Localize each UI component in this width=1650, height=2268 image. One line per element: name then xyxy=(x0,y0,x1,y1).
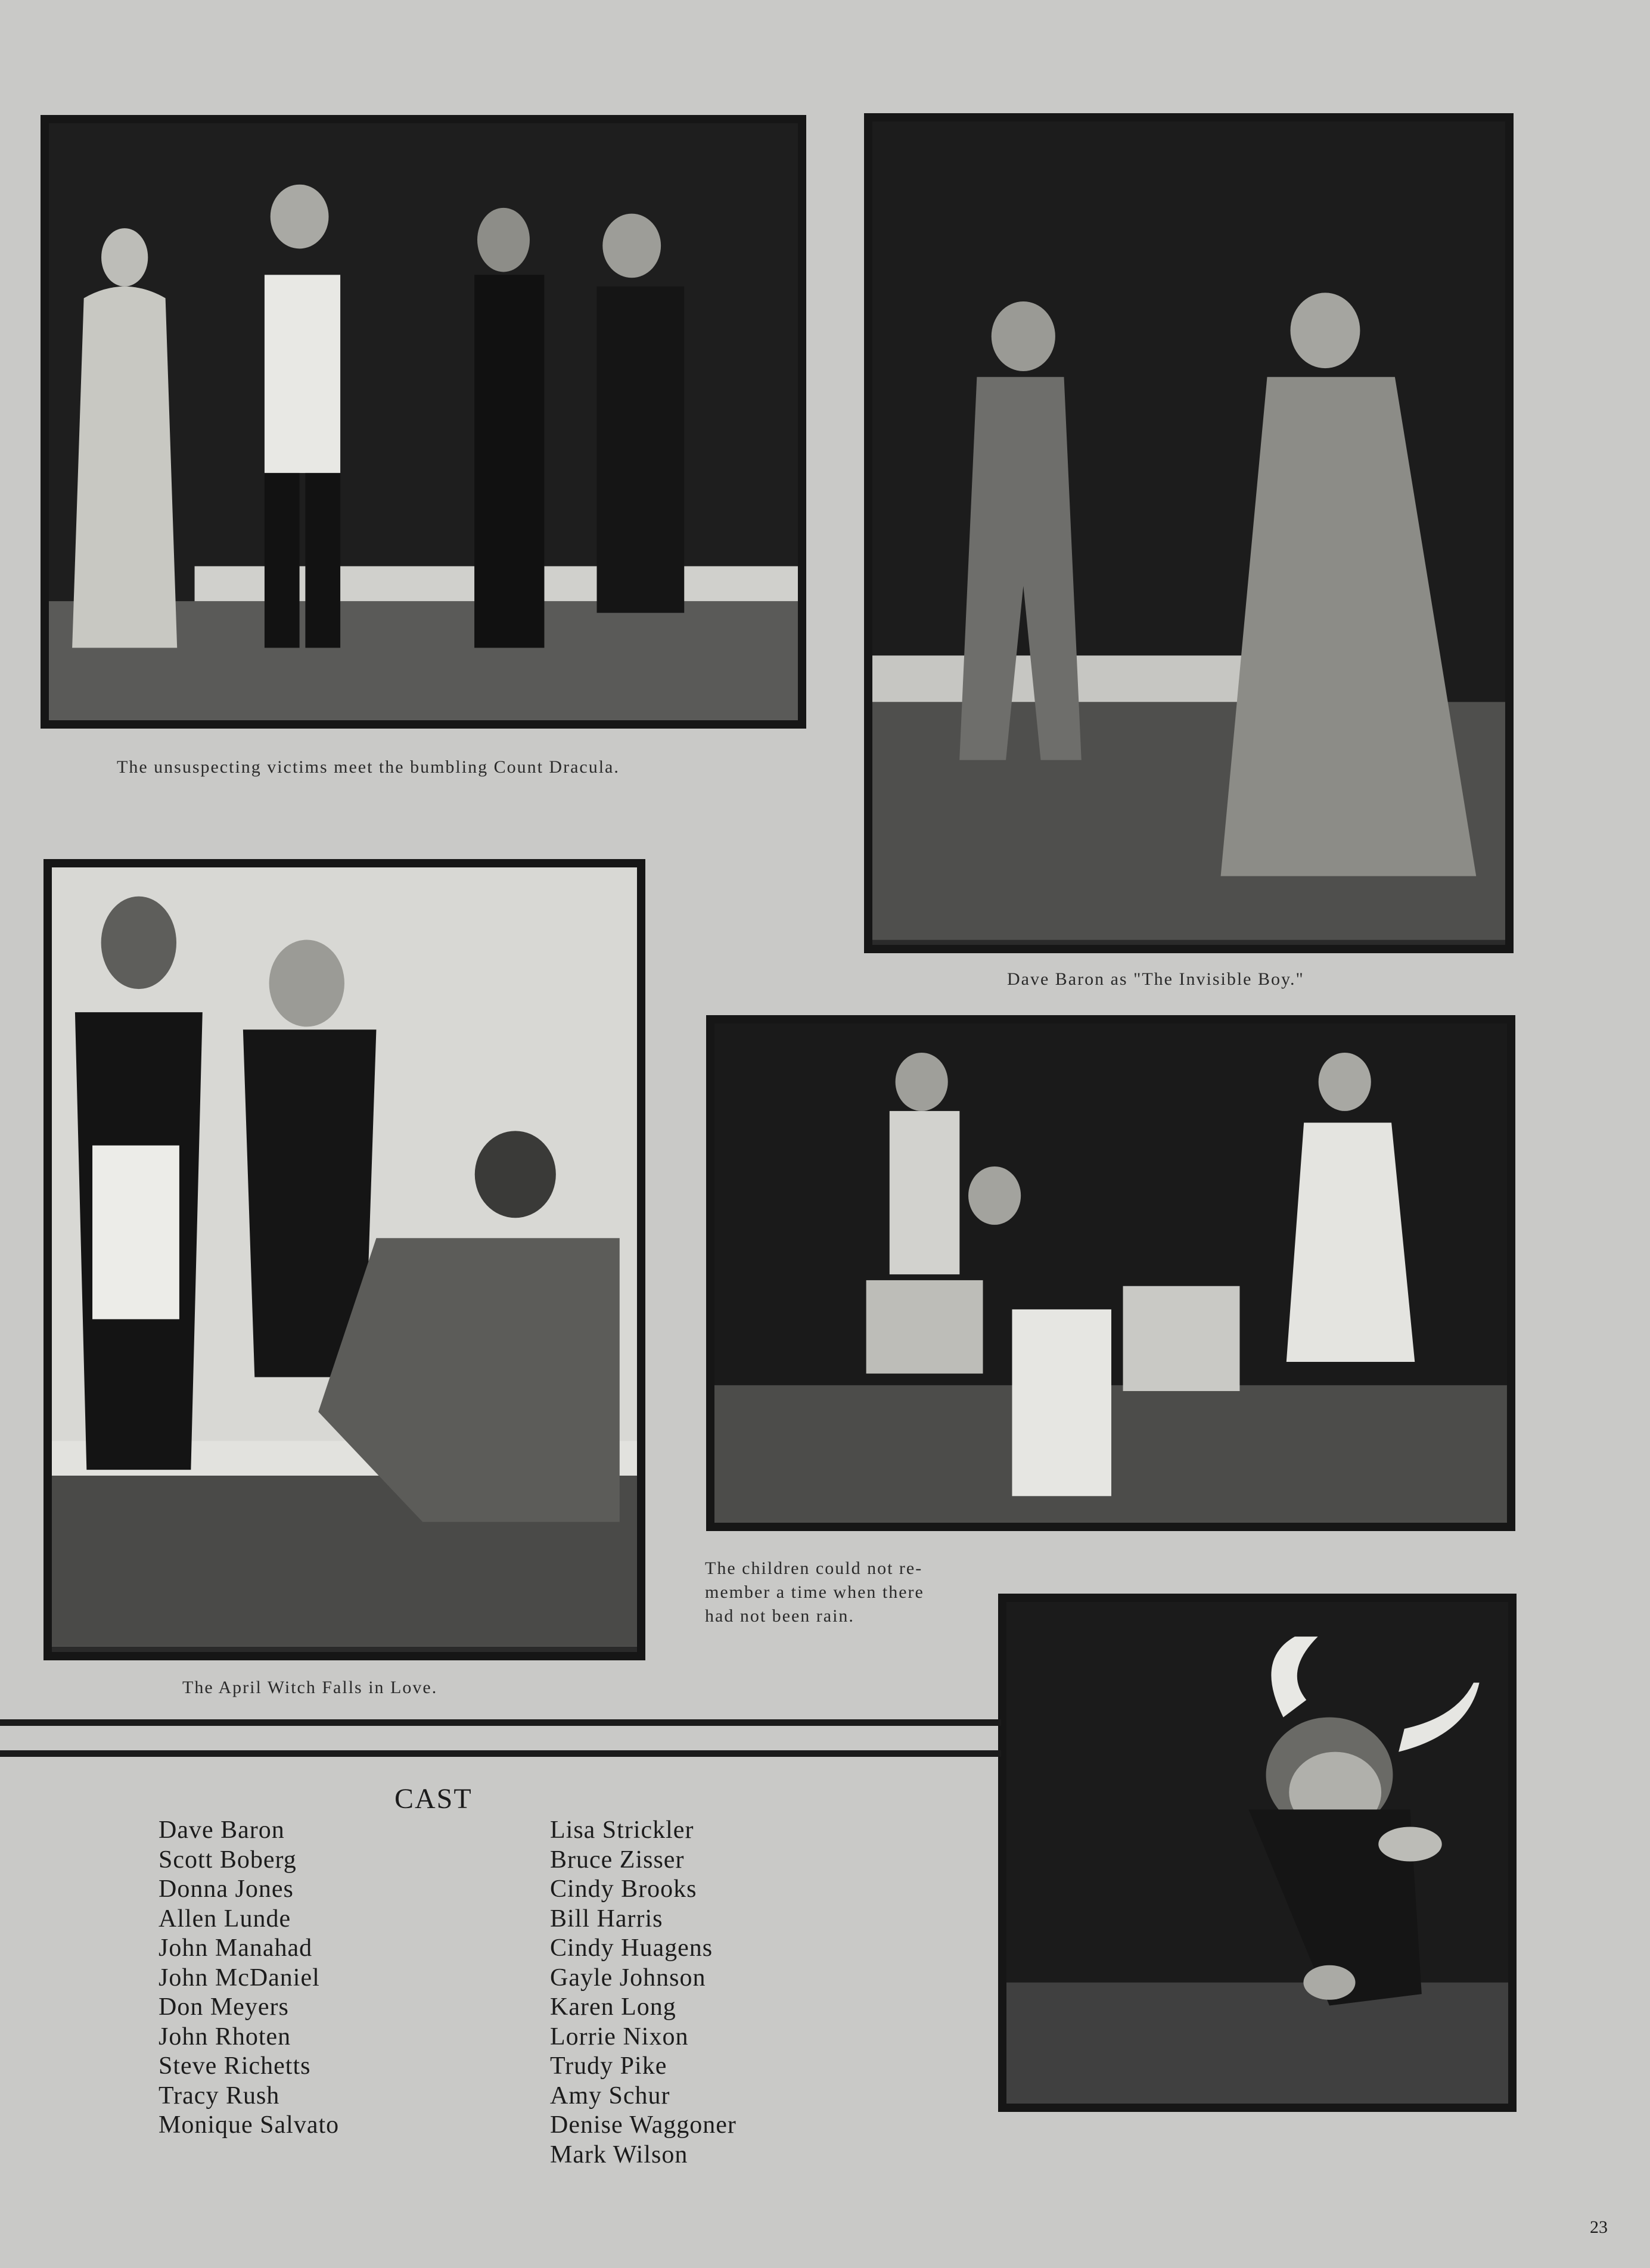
dracula-scene-image xyxy=(49,123,798,724)
cast-name: Donna Jones xyxy=(159,1875,294,1903)
cast-name: Cindy Brooks xyxy=(550,1875,697,1903)
cast-name: Lorrie Nixon xyxy=(550,2023,689,2051)
cast-name: John McDaniel xyxy=(159,1964,320,1992)
cast-heading: CAST xyxy=(394,1783,473,1815)
cast-name: Cindy Huagens xyxy=(550,1934,713,1962)
cast-name: John Rhoten xyxy=(159,2023,291,2051)
cast-column-2 xyxy=(550,1816,737,2170)
cast-name: Mark Wilson xyxy=(550,2141,688,2169)
photo-april-witch xyxy=(43,859,645,1660)
cast-name: Lisa Strickler xyxy=(550,1816,694,1844)
cast-name: Don Meyers xyxy=(159,1993,289,2021)
cast-name: Amy Schur xyxy=(550,2082,670,2110)
photo-children xyxy=(706,1015,1515,1531)
caption-invisible-boy: Dave Baron as "The Invisible Boy." xyxy=(1007,969,1304,989)
cast-name: Gayle Johnson xyxy=(550,1964,706,1992)
april-witch-scene-image xyxy=(52,867,637,1647)
cast-name: Steve Richetts xyxy=(159,2052,311,2080)
photo-dracula-scene xyxy=(41,115,806,729)
cast-name: Bruce Zisser xyxy=(550,1846,685,1874)
cast-name: Tracy Rush xyxy=(159,2082,280,2110)
invisible-boy-scene-image xyxy=(872,122,1505,940)
divider-rule-bottom xyxy=(0,1750,1001,1757)
caption-children-line-1: The children could not re- xyxy=(705,1558,923,1578)
divider-rule-top xyxy=(0,1719,1001,1726)
horned-figure-scene-image xyxy=(1006,1602,1508,2104)
cast-name: Bill Harris xyxy=(550,1905,663,1933)
cast-name: Allen Lunde xyxy=(159,1905,291,1933)
cast-name: John Manahad xyxy=(159,1934,313,1962)
cast-name: Denise Waggoner xyxy=(550,2111,737,2139)
photo-invisible-boy xyxy=(864,113,1514,953)
cast-name: Scott Boberg xyxy=(159,1846,297,1874)
cast-name: Trudy Pike xyxy=(550,2052,667,2080)
cast-name: Karen Long xyxy=(550,1993,676,2021)
photo-horned-figure xyxy=(998,1594,1517,2112)
caption-children-line-3: had not been rain. xyxy=(705,1606,854,1626)
caption-april-witch: The April Witch Falls in Love. xyxy=(182,1678,438,1697)
cast-column-1 xyxy=(159,1816,339,2141)
caption-dracula: The unsuspecting victims meet the bumbling Count Dracula. xyxy=(117,757,620,777)
caption-children-line-2: member a time when there xyxy=(705,1582,924,1602)
caption-children xyxy=(705,1557,924,1628)
page-number: 23 xyxy=(1590,2217,1608,2237)
children-scene-image xyxy=(714,1023,1507,1529)
cast-name: Dave Baron xyxy=(159,1816,285,1844)
cast-name: Monique Salvato xyxy=(159,2111,340,2139)
